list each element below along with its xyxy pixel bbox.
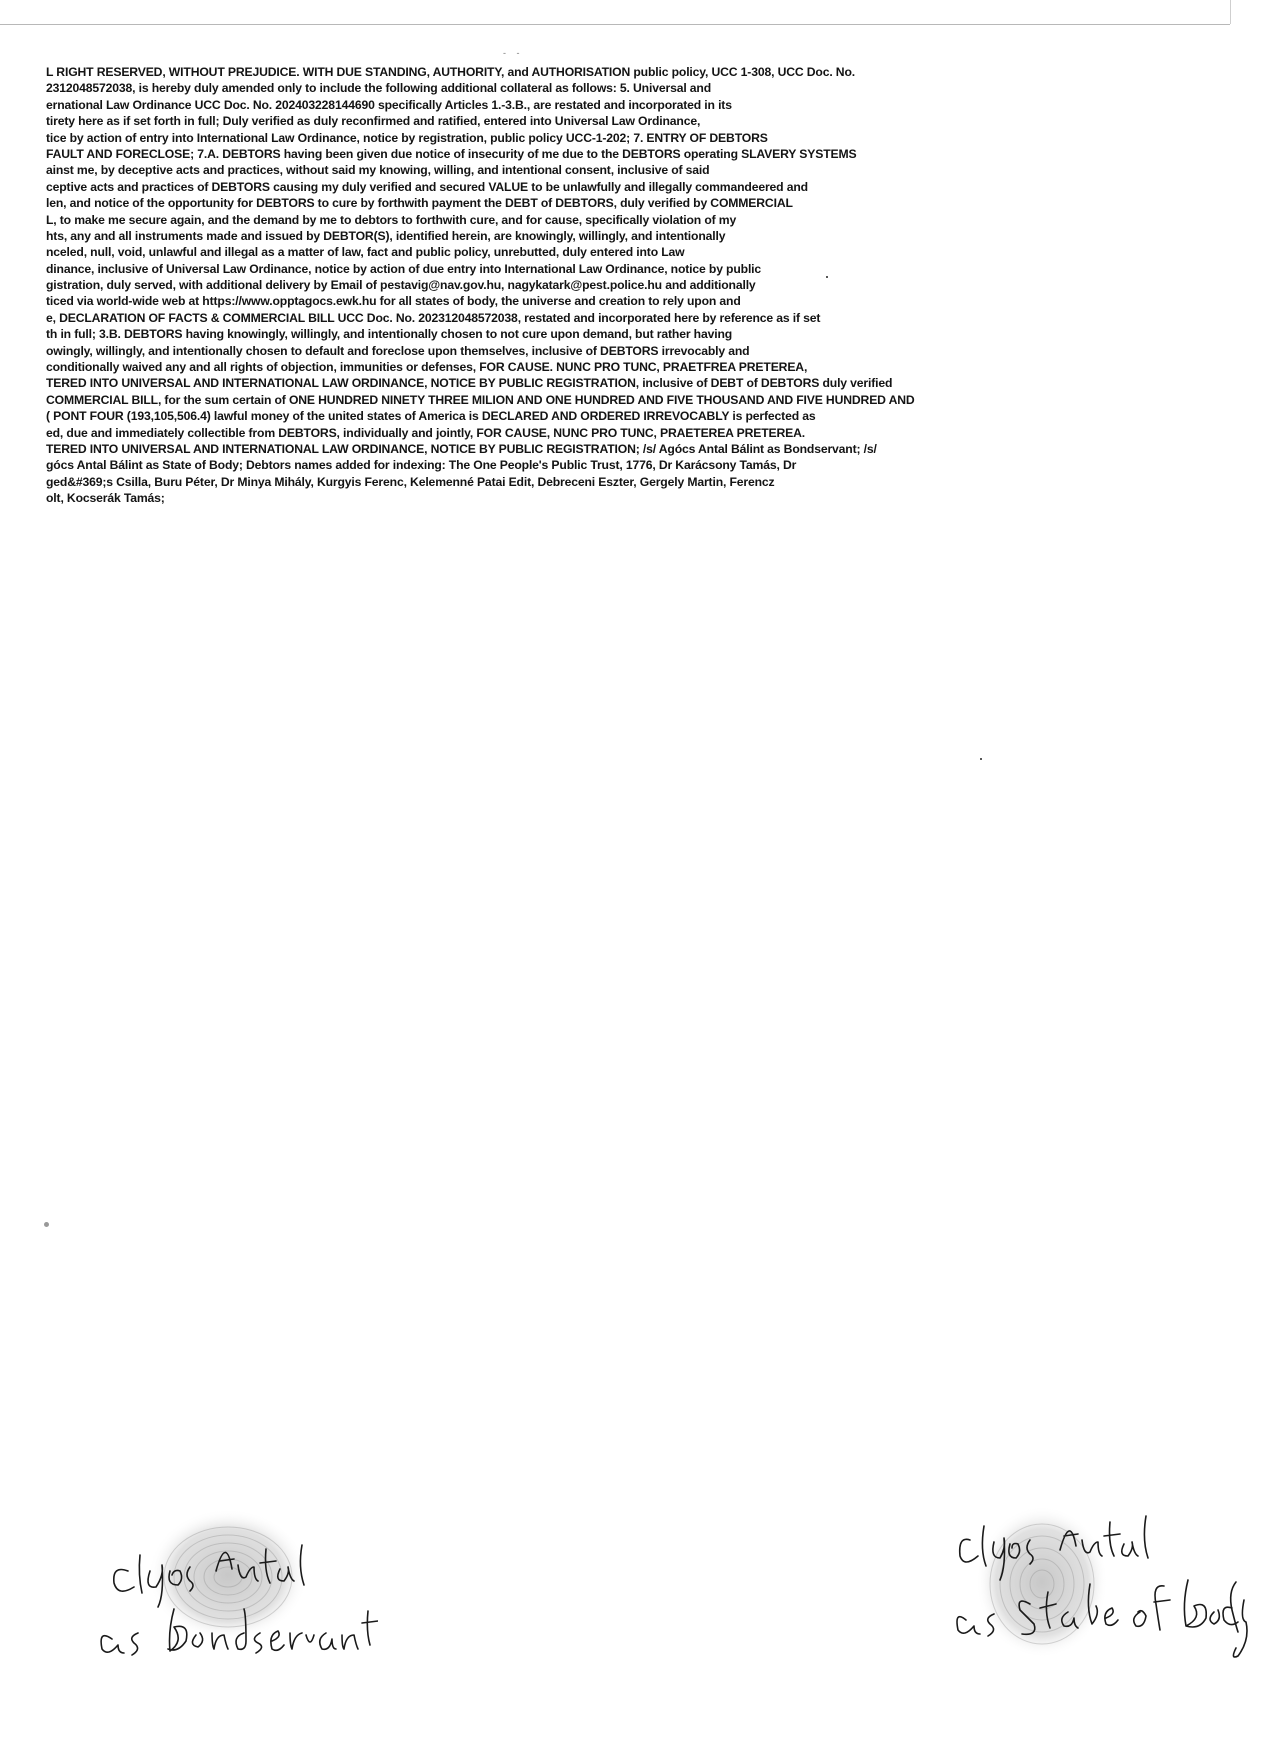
text-line: ernational Law Ordinance UCC Doc. No. 202403228144690 specifically Articles 1.-3.B., are restated and incorporated in its [46,97,732,112]
document-body [46,64,1076,507]
text-line: ceptive acts and practices of DEBTORS causing my duly verified and secured VALUE to be unlawfully and illegally commandeered and [46,179,808,194]
text-line: len, and notice of the opportunity for DEBTORS to cure by forthwith payment the DEBT of DEBTORS, duly verified by COMMERCIAL [46,196,793,211]
text-line: 2312048572038, is hereby duly amended only to include the following additional collateral as follows: 5. Universal and [46,81,712,96]
text-line: e, DECLARATION OF FACTS & COMMERCIAL BILL UCC Doc. No. 202312048572038, restated and incorporated here by reference as if set [46,310,821,325]
text-line: L, to make me secure again, and the demand by me to debtors to forthwith cure, and for cause, specifically violation of my [46,212,737,227]
text-line: th in full; 3.B. DEBTORS having knowingly, willingly, and intentionally chosen to not cure upon demand, but rather having [46,327,733,342]
scan-speck [980,758,982,760]
text-line: ticed via world-wide web at https://www.opptagocs.ewk.hu for all states of body, the universe and creation to rely upon and [46,294,741,309]
text-line: TERED INTO UNIVERSAL AND INTERNATIONAL LAW ORDINANCE, NOTICE BY PUBLIC REGISTRATION; /s/ Agócs Antal Bálint as Bondservant; /s/ [46,441,877,456]
text-line: nceled, null, void, unlawful and illegal as a matter of law, fact and public policy, unrebutted, duly entered into Law [46,245,685,260]
text-line: COMMERCIAL BILL, for the sum certain of ONE HUNDRED NINETY THREE MILION AND ONE HUNDRED AND FIVE THOUSAND AND FIVE HUNDRED AND [46,392,915,407]
text-line: ged&#369;s Csilla, Buru Péter, Dr Minya Mihály, Kurgyis Ferenc, Kelemenné Patai Edit, Debreceni Eszter, Gergely Martin, Ferencz [46,474,775,489]
scan-speck [826,276,828,278]
text-line: gistration, duly served, with additional delivery by Email of pestavig@nav.gov.hu, nagykatark@pest.police.hu and additionally [46,278,756,293]
header-mark: - - [503,48,524,58]
text-line: tice by action of entry into International Law Ordinance, notice by registration, public policy UCC-1-202; 7. ENTRY OF DEBTORS [46,130,768,145]
thumbprint-icon [950,1500,1250,1670]
text-line: hts, any and all instruments made and issued by DEBTOR(S), identified herein, are knowingly, willingly, and intentionally [46,228,726,243]
text-line: L RIGHT RESERVED, WITHOUT PREJUDICE. WITH DUE STANDING, AUTHORITY, and AUTHORISATION public policy, UCC 1-308, UCC Doc. No. [46,65,855,79]
thumbprint-icon [78,1505,378,1675]
text-line: conditionally waived any and all rights of objection, immunities or defenses, FOR CAUSE. NUNC PRO TUNC, PRAETFREA PRETEREA, [46,360,808,375]
text-line: tirety here as if set forth in full; Duly verified as duly reconfirmed and ratified, entered into Universal Law Ordinance, [46,114,701,129]
text-line: ed, due and immediately collectible from DEBTORS, individually and jointly, FOR CAUSE, NUNC PRO TUNC, PRAETEREA PRETEREA. [46,425,806,440]
text-line: ainst me, by deceptive acts and practices, without said my knowing, willing, and intentional consent, inclusive of said [46,163,710,178]
text-line: owingly, willingly, and intentionally chosen to default and foreclose upon themselves, inclusive of DEBTORS irrevocably and [46,343,750,358]
text-line: TERED INTO UNIVERSAL AND INTERNATIONAL LAW ORDINANCE, NOTICE BY PUBLIC REGISTRATION, inclusive of DEBT of DEBTORS duly verified [46,376,893,391]
page-right-edge [1230,0,1231,24]
text-line: gócs Antal Bálint as State of Body; Debtors names added for indexing: The One People's Public Trust, 1776, Dr Karácsony Tamás, Dr [46,458,797,473]
page-top-edge [0,24,1230,25]
scan-speck [44,1222,49,1227]
signature-state-of-body [950,1500,1250,1670]
signature-bondservant [78,1505,378,1675]
text-line: FAULT AND FORECLOSE; 7.A. DEBTORS having been given due notice of insecurity of me due to the DEBTORS operating SLAVERY SYSTEMS [46,146,857,161]
text-line: olt, Kocserák Tamás; [46,491,165,506]
text-line: dinance, inclusive of Universal Law Ordinance, notice by action of due entry into International Law Ordinance, notice by public [46,261,762,276]
text-line: ( PONT FOUR (193,105,506.4) lawful money of the united states of America is DECLARED AND ORDERED IRREVOCABLY is perfected as [46,409,816,424]
